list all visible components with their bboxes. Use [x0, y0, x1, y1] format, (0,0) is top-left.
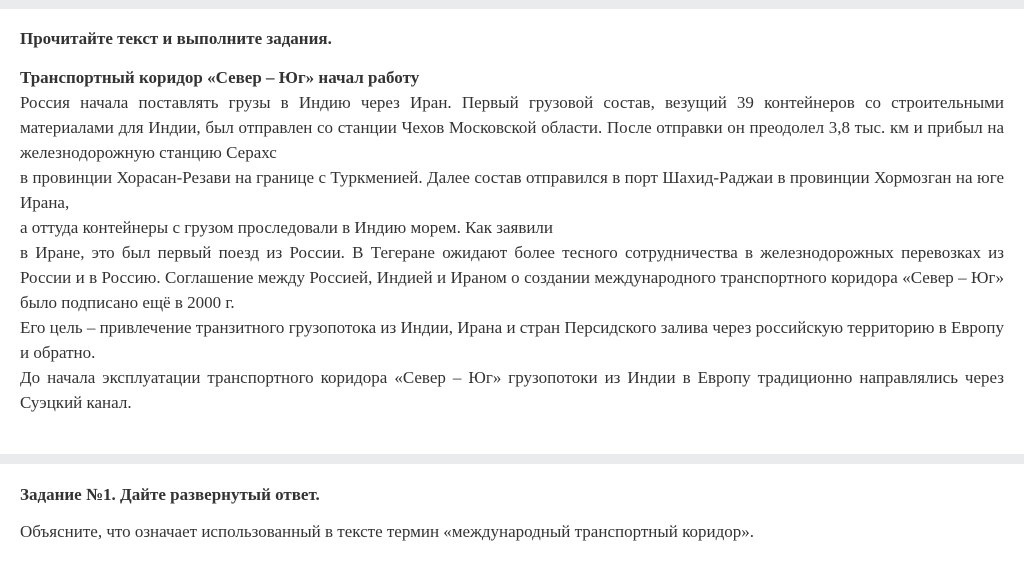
instruction-heading: Прочитайте текст и выполните задания.	[20, 29, 332, 48]
task-title: Задание №1. Дайте развернутый ответ.	[20, 485, 320, 504]
article-paragraph: в Иране, это был первый поезд из России. В Тегеране ожидают более тесного сотрудничества в железнодорожных перевозках из России и в Россию. Соглашение между Россией, Индией и Ираном о создании международного транспортного коридора «Север – Юг» было подписано ещё в 2000 г.	[20, 243, 1004, 312]
article-paragraph: До начала эксплуатации транспортного коридора «Север – Юг» грузопотоки из Индии в Европу традиционно направлялись через Суэцкий канал.	[20, 368, 1004, 412]
article-paragraph: Россия начала поставлять грузы в Индию через Иран. Первый грузовой состав, везущий 39 контейнеров со строительными материалами для Индии, был отправлен со станции Чехов Московской области. После отправки он преодолел 3,8 тыс. км и прибыл на железнодорожную станцию Серахс	[20, 93, 1004, 162]
article-paragraph: в провинции Хорасан-Резави на границе с Туркменией. Далее состав отправился в порт Шахид-Раджаи в провинции Хормозган на юге Ирана,	[20, 168, 1004, 212]
article-title: Транспортный коридор «Север – Юг» начал работу	[20, 68, 420, 87]
task-question: Объясните, что означает использованный в тексте термин «международный транспортный коридор».	[20, 522, 755, 541]
reading-text-card	[0, 9, 1024, 454]
article-paragraph: а оттуда контейнеры с грузом проследовали в Индию морем. Как заявили	[20, 218, 554, 237]
task-card	[0, 464, 1024, 574]
article-paragraph: Его цель – привлечение транзитного грузопотока из Индии, Ирана и стран Персидского залива через российскую территорию в Европу и обратно.	[20, 318, 1004, 362]
